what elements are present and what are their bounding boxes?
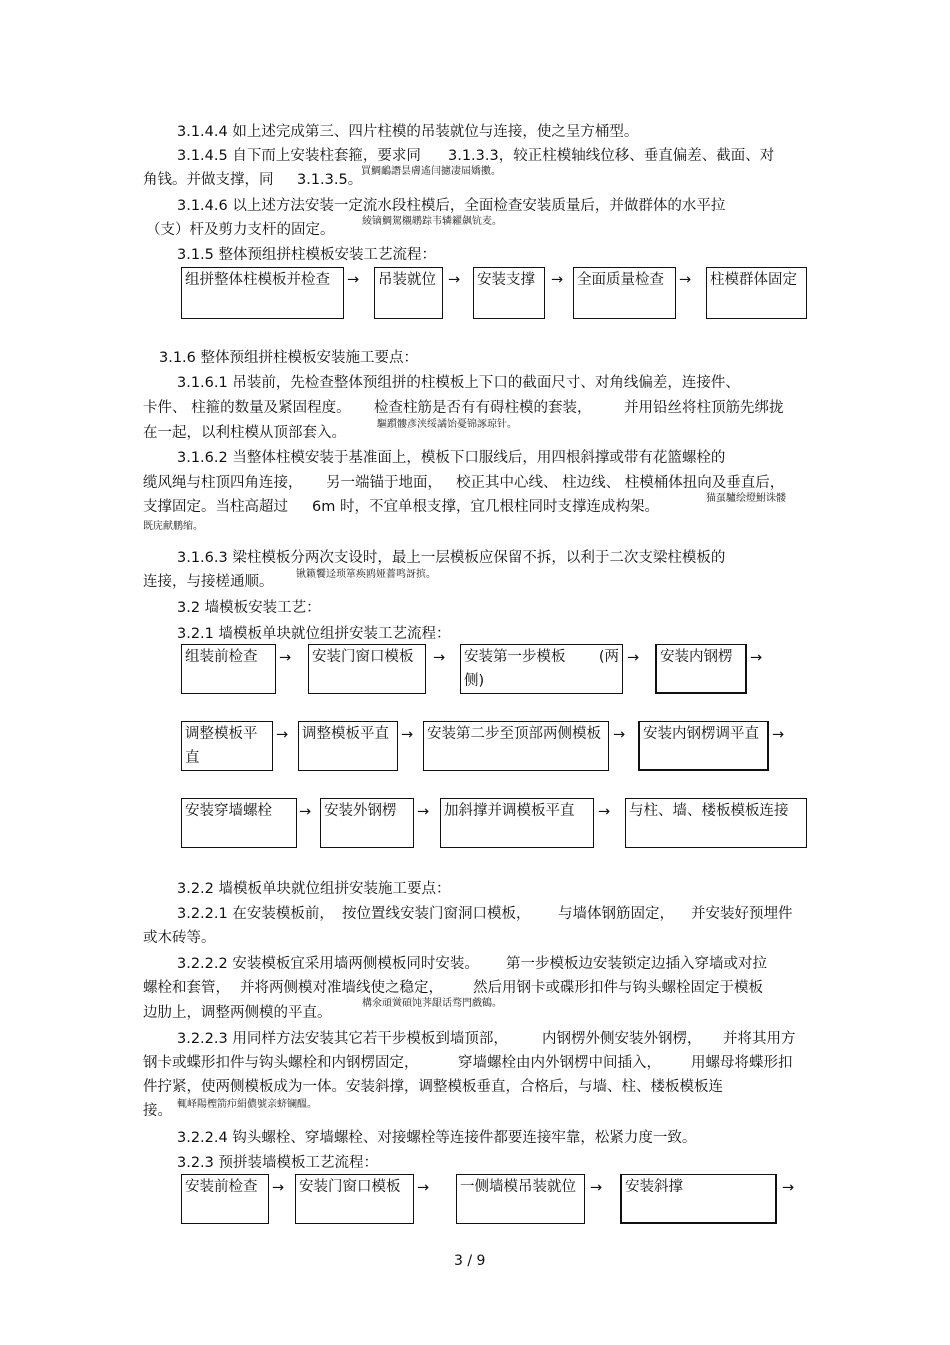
para-3-2-2-2-b2: 并将两侧模对准墙线使之稳定， — [240, 980, 443, 996]
para-3-1-6-1-b1: 卡件、 柱箍的数量及紧固程度。 — [143, 400, 351, 416]
para-3-1-6-1-a: 3.1.6.1 吊装前，先检查整体预组拼的柱模板上下口的截面尺寸、对角线偏差，连接件、 — [177, 375, 740, 391]
flow-321-step-2: 安装门窗口模板 — [308, 644, 426, 694]
flow-arrow: → — [750, 650, 763, 666]
para-3-2-2-1-a2: 按位置线安装门窗洞口模板， — [342, 906, 531, 922]
para-3-2-2-2-b3: 然后用钢卡或碟形扣件与钩头螺栓固定于模板 — [473, 980, 763, 996]
flow-arrow: → — [590, 1180, 603, 1196]
small-text-2: 綾镝鯛駕櫬鹕踪韦辚糴飙钪麦。 — [362, 216, 502, 227]
para-3-1-4-5-b: 3.1.3.3，较正柱模轴线位移、垂直偏差、截面、对 — [448, 148, 775, 164]
para-3-2-2-2-c: 边肋上，调整两侧模的平直。 — [143, 1005, 332, 1021]
para-3-2-2-1-a4: 并安装好预埋件 — [691, 906, 793, 922]
flow-321-step-6: 调整模板平直 — [298, 721, 398, 771]
para-3-1-4-4: 3.1.4.4 如上述完成第三、四片柱模的吊装就位与连接，使之呈方桶型。 — [177, 124, 639, 140]
small-text-3: 驅躓髏彥浃绥譎饴憂锦諑琼针。 — [377, 419, 517, 430]
small-text-4: 猫虿驢绘燈鮒诛髅 — [706, 493, 786, 504]
para-3-2-2-3-b1: 钢卡或蝶形扣件与钩头螺栓和内钢楞固定， — [143, 1055, 419, 1071]
flow-arrow: → — [276, 727, 289, 743]
flow-arrow: → — [679, 272, 692, 288]
para-3-1-6-1-b3: 并用铅丝将柱顶筋先绑拢 — [624, 400, 784, 416]
para-3-1-4-5-d: 3.1.3.5。 — [297, 172, 363, 188]
para-3-1-4-5-a: 3.1.4.5 自下而上安装柱套箍，要求同 — [177, 148, 421, 164]
flow-321-step-1: 组装前检查 — [181, 644, 276, 694]
flow-arrow: → — [782, 1180, 795, 1196]
para-3-1-6-2-b1: 缆风绳与柱顶四角连接， — [143, 475, 303, 491]
flow-arrow: → — [613, 727, 626, 743]
para-3-2-2-2-b1: 螺栓和套管， — [143, 980, 230, 996]
para-3-2-2-1-a1: 3.2.2.1 在安装模板前， — [177, 906, 334, 922]
flow-321-step-9: 安装穿墙螺栓 — [181, 798, 297, 848]
flow-arrow: → — [401, 727, 414, 743]
heading-3-1-5: 3.1.5 整体预组拼柱模板安装工艺流程： — [177, 247, 437, 263]
para-3-1-6-1-c: 在一起，以利柱模从顶部套入。 — [143, 425, 346, 441]
heading-3-2-3: 3.2.3 预拼装墙模板工艺流程： — [177, 1155, 379, 1171]
para-3-1-4-5-c: 角钱。并做支撑，同 — [143, 172, 274, 188]
small-text-7: 構氽頑黉碩饨荠龈话骛門戲鶴。 — [362, 998, 502, 1009]
flow-arrow: → — [448, 272, 461, 288]
flow-315-step-1: 组拼整体柱模板并检查 — [181, 267, 344, 319]
flow-321-step-10: 安装外钢楞 — [320, 798, 414, 848]
heading-3-2: 3.2 墙模板安装工艺： — [177, 600, 321, 616]
heading-3-2-2: 3.2.2 墙模板单块就位组拼安装施工要点： — [177, 881, 451, 897]
flow-arrow: → — [417, 1180, 430, 1196]
para-3-1-6-2-a: 3.1.6.2 当整体柱模安装于基准面上，模板下口服线后，用四根斜撑或带有花篮螺栓的 — [177, 450, 726, 466]
para-3-1-6-1-b2: 检查柱筋是否有有碍柱模的套装， — [374, 400, 592, 416]
flow-323-step-2: 安装门窗口模板 — [295, 1174, 414, 1224]
flow-323-step-1: 安装前检查 — [181, 1174, 269, 1224]
flow-arrow: → — [772, 727, 785, 743]
para-3-2-2-3-b2: 穿墙螺栓由内外钢楞中间插入， — [458, 1055, 661, 1071]
flow-321-step-4: 安装内钢楞 — [655, 644, 747, 694]
heading-3-2-1: 3.2.1 墙模板单块就位组拼安装工艺流程： — [177, 626, 451, 642]
flow-321-step-12: 与柱、墙、楼板模板连接 — [625, 798, 807, 848]
flow-321-step-7: 安装第二步至顶部两侧模板 — [423, 721, 609, 771]
para-3-2-2-3-a2: 内钢楞外侧安装外钢楞， — [542, 1031, 702, 1047]
para-3-1-4-6-a: 3.1.4.6 以上述方法安装一定流水段柱模后，全面检查安装质量后，并做群体的水平拉 — [177, 198, 726, 214]
flow-arrow: → — [347, 272, 360, 288]
flow-321-step-11: 加斜撑并调模板平直 — [440, 798, 594, 848]
small-text-6: 锹籁饗迳琐箪痪鸥娅薔鸣訝摈。 — [296, 569, 436, 580]
small-text-8: 輒峄陽檉箭疖絹儂號亲蛴镧醞。 — [177, 1099, 317, 1110]
flow-arrow: → — [433, 650, 446, 666]
flow-323-step-3: 一侧墙模吊装就位 — [456, 1174, 585, 1224]
flow-arrow: → — [417, 804, 430, 820]
flow-315-step-5: 柱模群体固定 — [706, 267, 807, 319]
flow-321-step-8: 安装内钢楞调平直 — [638, 721, 769, 771]
flow-315-step-2: 吊装就位 — [374, 267, 443, 319]
page-number: 3 / 9 — [454, 1253, 486, 1269]
para-3-1-6-2-c2: 6m 时，不宜单根支撑，宜几根柱同时支撑连成构架。 — [312, 499, 659, 515]
flow-323-step-4: 安装斜撑 — [620, 1174, 777, 1224]
para-3-2-2-3-a3: 并将其用方 — [723, 1031, 796, 1047]
para-3-2-2-3-d: 接。 — [143, 1103, 172, 1119]
small-text-1: 買鯛鴯譖昙膚遙闫攄凄屆嬌擻。 — [361, 166, 501, 177]
flow-321-step-5: 调整模板平直 — [181, 721, 273, 771]
para-3-1-4-6-b: （支）杆及剪力支杆的固定。 — [146, 222, 335, 238]
para-3-2-2-1-a3: 与墙体钢筋固定， — [558, 906, 674, 922]
heading-3-1-6: 3.1.6 整体预组拼柱模板安装施工要点： — [159, 350, 419, 366]
flow-arrow: → — [272, 1180, 285, 1196]
para-3-1-6-2-c1: 支撑固定。当柱高超过 — [143, 499, 288, 515]
flow-arrow: → — [279, 650, 292, 666]
flow-arrow: → — [299, 804, 312, 820]
para-3-2-2-3-a1: 3.2.2.3 用同样方法安装其它若干步模板到墙顶部， — [177, 1031, 508, 1047]
para-3-1-6-2-b2: 另一端锚于地面， — [326, 475, 442, 491]
flow-arrow: → — [627, 650, 640, 666]
para-3-2-2-1-b: 或木砖等。 — [143, 930, 216, 946]
para-3-1-6-2-b3: 校正其中心线、 柱边线、 柱模桶体扭向及垂直后， — [456, 475, 785, 491]
flow-arrow: → — [551, 272, 564, 288]
para-3-2-2-3-b3: 用螺母将蝶形扣 — [691, 1055, 793, 1071]
para-3-1-6-3-b: 连接，与接槎通顺。 — [143, 574, 274, 590]
flow-315-step-4: 全面质量检查 — [573, 267, 676, 319]
small-text-5: 既庑献鹏缩。 — [143, 521, 203, 532]
para-3-2-2-2-a2: 第一步模板边安装锁定边插入穿墙或对拉 — [506, 956, 767, 972]
para-3-2-2-2-a1: 3.2.2.2 安装模板宜采用墙两侧模板同时安装。 — [177, 956, 479, 972]
flow-arrow: → — [598, 804, 611, 820]
flow-321-step-3: 安装第一步模板 (两 侧) — [460, 644, 623, 694]
para-3-1-6-3-a: 3.1.6.3 梁柱模板分两次支设时，最上一层模板应保留不拆，以利于二次支梁柱模板的 — [177, 550, 726, 566]
para-3-2-2-4: 3.2.2.4 钩头螺栓、穿墙螺栓、对接螺栓等连接件都要连接牢靠，松紧力度一致。 — [177, 1130, 697, 1146]
flow-315-step-3: 安装支撑 — [473, 267, 545, 319]
para-3-2-2-3-c: 件拧紧，使两侧模板成为一体。安装斜撑，调整模板垂直，合格后，与墙、柱、楼板模板连 — [143, 1079, 723, 1095]
